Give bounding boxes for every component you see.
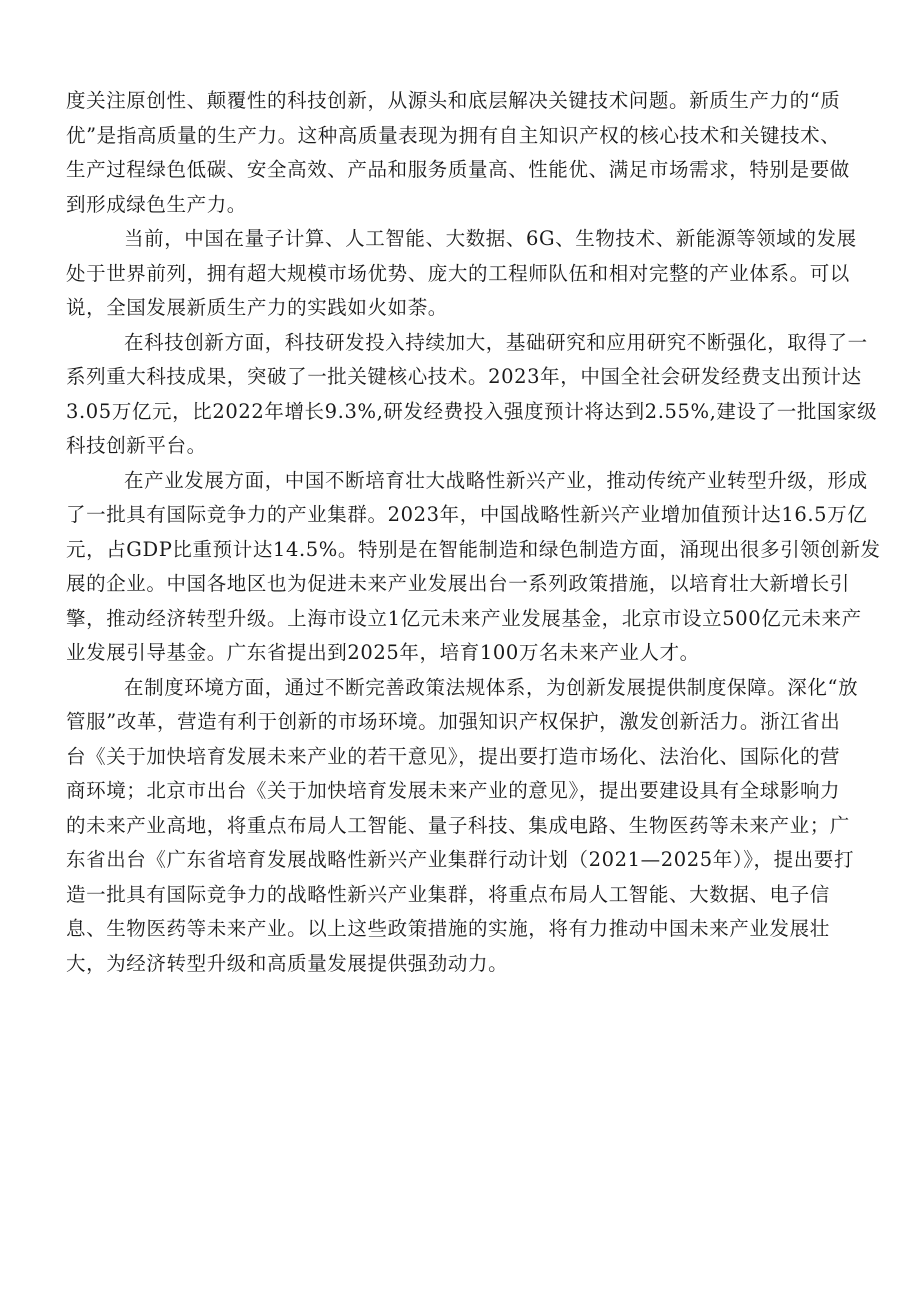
text-line: 东省出台《广东省培育发展战略性新兴产业集群行动计划（2021—2025年）》，提出要打 [66, 848, 855, 871]
text-line: 台《关于加快培育发展未来产业的若干意见》，提出要打造市场化、法治化、国际化的营 [66, 744, 841, 768]
text-line: 商环境；北京市出台《关于加快培育发展未来产业的意见》，提出要建设具有全球影响力 [66, 779, 841, 802]
text-line: 的未来产业高地，将重点布局人工智能、量子科技、集成电路、生物医药等未来产业；广 [66, 813, 850, 837]
text-line: 系列重大科技成果，突破了一批关键核心技术。2023年，中国全社会研发经费支出预计达 [66, 365, 862, 388]
text-line: 管服”改革，营造有利于创新的市场环境。加强知识产权保护，激发创新活力。浙江省出 [66, 710, 841, 733]
text-line: 元，占GDP比重预计达14.5%。特别是在智能制造和绿色制造方面，涌现出很多引领创新发 [66, 537, 881, 561]
text-line: 生产过程绿色低碳、安全高效、产品和服务质量高、性能优、满足市场需求，特别是要做 [66, 158, 850, 181]
text-line-content: 在科技创新方面，科技研发投入持续加大，基础研究和应用研究不断强化，取得了一 [124, 330, 868, 354]
paragraph-current-status [66, 222, 866, 326]
text-line [66, 326, 866, 361]
document-page [66, 84, 881, 981]
paragraph-new-quality-productivity [66, 84, 866, 222]
text-line: 度关注原创性、颠覆性的科技创新，从源头和底层解决关键技术问题。新质生产力的“质 [66, 89, 841, 112]
text-line: 造一批具有国际竞争力的战略性新兴产业集群，将重点布局人工智能、大数据、电子信 [66, 882, 830, 906]
text-line: 处于世界前列，拥有超大规模市场优势、庞大的工程师队伍和相对完整的产业体系。可以 [66, 261, 850, 285]
text-line: 3.05万亿元，比2022年增长9.3%,研发经费投入强度预计将达到2.55%,建设了一批国家级 [66, 399, 878, 423]
text-line: 说，全国发展新质生产力的实践如火如荼。 [66, 296, 448, 319]
text-line: 到形成绿色生产力。 [66, 192, 247, 216]
text-line: 了一批具有国际竞争力的产业集群。2023年，中国战略性新兴产业增加值预计达16.5万亿 [66, 503, 868, 526]
text-line [66, 671, 866, 706]
paragraph-institutional-environment [66, 671, 866, 982]
text-line: 擎，推动经济转型升级。上海市设立1亿元未来产业发展基金，北京市设立500亿元未来产 [66, 606, 862, 630]
text-line-content: 在产业发展方面，中国不断培育壮大战略性新兴产业，推动传统产业转型升级，形成 [124, 468, 868, 492]
text-line-content: 在制度环境方面，通过不断完善政策法规体系，为创新发展提供制度保障。深化“放 [124, 675, 859, 699]
text-line [66, 464, 866, 499]
text-line: 优”是指高质量的生产力。这种高质量表现为拥有自主知识产权的核心技术和关键技术、 [66, 123, 841, 147]
text-line-content: 当前，中国在量子计算、人工智能、大数据、6G、生物技术、新能源等领域的发展 [124, 227, 857, 250]
text-line: 科技创新平台。 [66, 434, 207, 457]
paragraph-tech-innovation [66, 326, 878, 464]
paragraph-industry-development [66, 464, 881, 671]
text-line: 大，为经济转型升级和高质量发展提供强劲动力。 [66, 951, 509, 975]
text-line: 展的企业。中国各地区也为促进未来产业发展出台一系列政策措施，以培育壮大新增长引 [66, 572, 850, 595]
text-line: 业发展引导基金。广东省提出到2025年，培育100万名未来产业人才。 [66, 641, 700, 664]
text-line: 息、生物医药等未来产业。以上这些政策措施的实施，将有力推动中国未来产业发展壮 [66, 917, 830, 940]
text-line [66, 222, 866, 257]
